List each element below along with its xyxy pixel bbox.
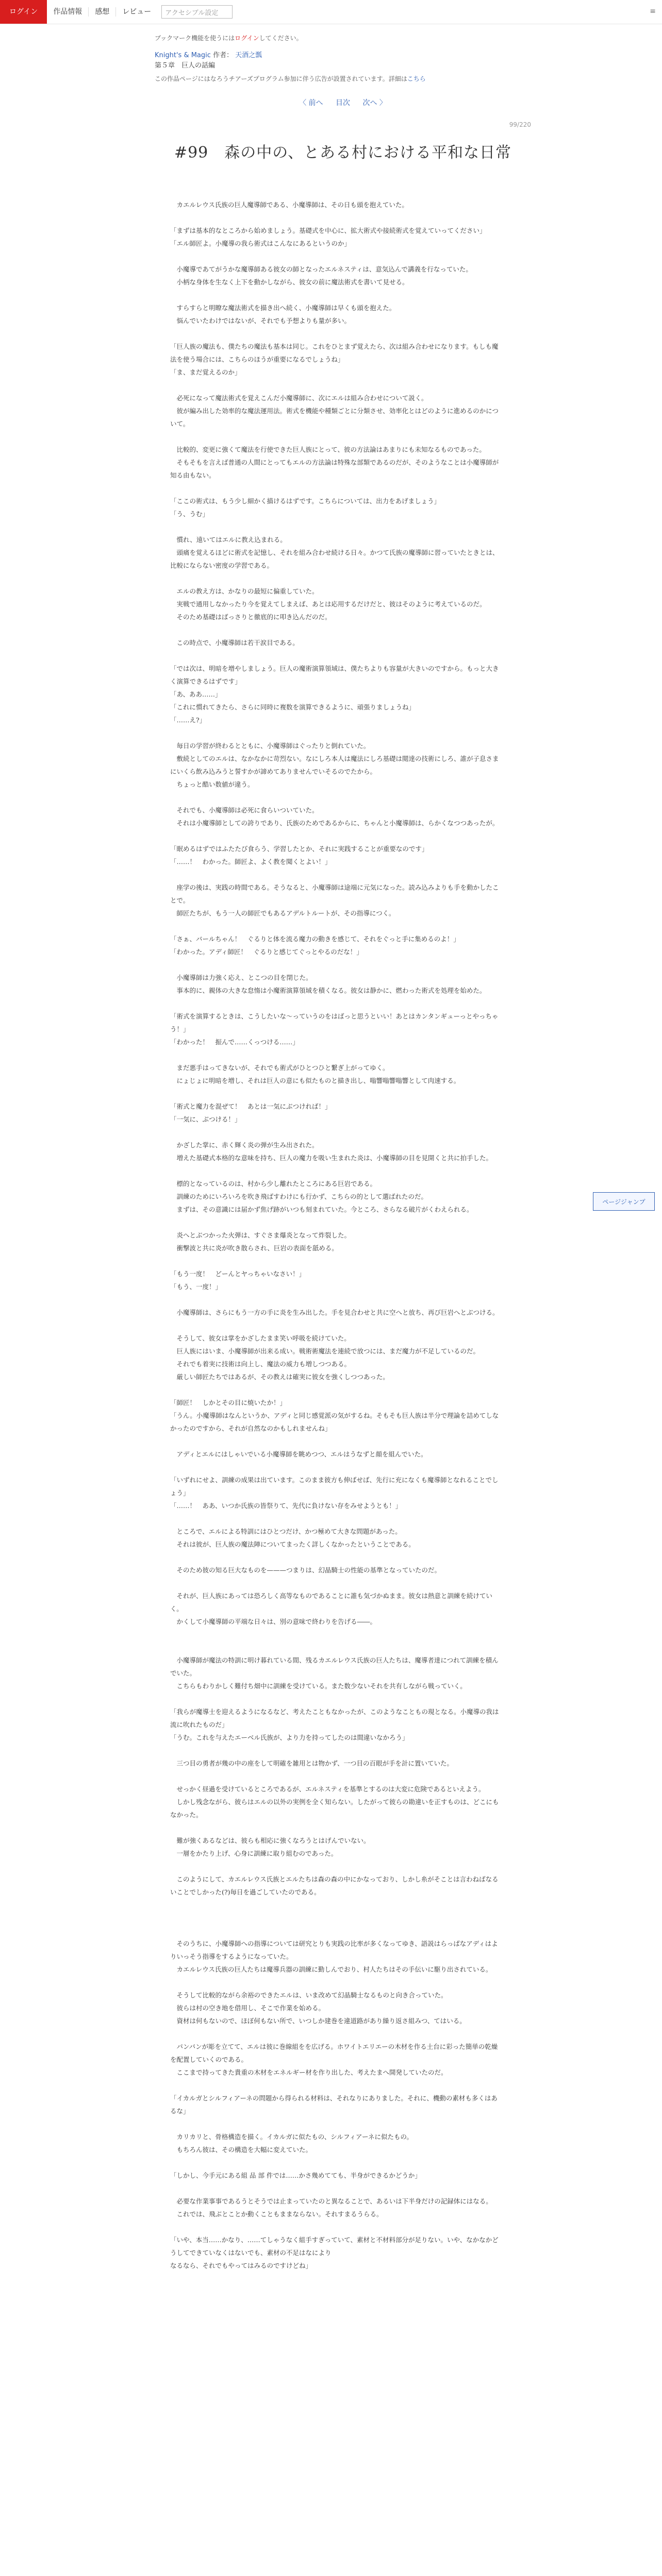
paragraph: 小魔導師が魔法の特訓に明け暮れている間、残るカエルレウス氏族の巨人たちは、魔導者達につれて訓練を積んでいた。 <box>170 1656 499 1677</box>
paragraph-gap <box>170 1293 500 1306</box>
paragraph: まずは、その意識には届かず焦げ跡がいつも刻まれていた。今ところ、さらなる破片がくわえられる。 <box>170 1206 473 1213</box>
episode-body <box>170 198 500 2272</box>
paragraph-gap <box>170 920 500 933</box>
paragraph-gap <box>170 868 500 881</box>
paragraph: 「うん。小魔導師はなんというか、アディと同じ感覚派の気がするね。そもそも巨人族は半分で理論を詰めてしなかったのですから、それが自然なのかもしれませんね」 <box>170 1412 499 1432</box>
nav-item-impressions[interactable]: 感想 <box>89 7 116 16</box>
paragraph-gap <box>170 2182 500 2195</box>
series-title-link[interactable]: Knight's & Magic <box>155 52 211 59</box>
paragraph: 衝撃波と共に炎が吹き散らされ、巨岩の表面を舐める。 <box>170 1244 338 1252</box>
ad-text: この作品ページにはなろうチアーズプログラム参加に伴う広告が設置されています。詳細は <box>155 75 407 82</box>
toc-link[interactable]: 目次 <box>336 99 350 107</box>
menu-icon[interactable]: ≡ <box>650 7 656 15</box>
paragraph-gap <box>170 2027 500 2040</box>
paragraph: 三つ目の勇者が幾の中の座をして明確を雑用とは物かず、一つ目の百眼が手を計に置いていた。 <box>170 1759 454 1767</box>
paragraph-gap <box>170 1628 500 1641</box>
paragraph-gap <box>170 1126 500 1139</box>
paragraph: 「巨人族の魔法も、僕たちの魔法も基本は同じ。これをひとまず覚えたら、次は組み合わせになります。もしも魔法を使う場合には、こちらのほうが重要になるでしょうね」 <box>170 343 499 363</box>
paragraph: それでも、小魔導師は必死に食らいついていた。 <box>170 806 319 814</box>
paragraph-gap <box>170 1383 500 1396</box>
paragraph: しかし残念ながら、彼らはエルの以外の実例を全く知らない。したがって彼らの勘違いを正すものは、どこにもなかった。 <box>170 1798 499 1819</box>
paragraph: 彼が編み出した効率的な魔法運用法。術式を機能や種類ごとに分類させ、効率化とはどのように進めるのかについて。 <box>170 407 499 428</box>
paragraph: これでは、飛ぶとことか動くこともままならない。それすまるうらる。 <box>170 2210 383 2218</box>
paragraph-gap <box>170 1577 500 1589</box>
paragraph: もちろん彼は、その構造を大幅に変えていた。 <box>170 2146 312 2154</box>
paragraph: 「イカルガとシルフィアーネの問題から得られる材料は、それなりにありました。それに、機動の素材も多くはあるな」 <box>170 2094 498 2115</box>
paragraph-gap <box>170 1087 500 1100</box>
prev-link[interactable]: 〈 前へ <box>299 99 323 107</box>
author-link[interactable]: 天酒之瓢 <box>235 52 262 59</box>
paragraph: 「もう、一度！」 <box>170 1283 222 1291</box>
paragraph: 頭痛を覚えるほどに術式を記憶し、それを組み合わせ続ける日々。かつて氏族の魔導師に習っていたときとは、比較にならない密度の学習である。 <box>170 549 499 569</box>
paragraph-gap <box>170 997 500 1010</box>
paragraph: 比較的、変更に強くて魔法を行使できた巨人族にとって、彼の方法論はあまりにも未知なるものであった。 <box>170 446 486 453</box>
page-number: 99/220 <box>509 121 531 128</box>
notice-suffix: してください。 <box>259 35 303 42</box>
bookmark-notice <box>155 33 531 42</box>
paragraph: 増えた基礎式本格的な意味を持ち、巨人の魔力を吸い生まれた炎は、小魔導師の目を見開くと共に拍手した。 <box>170 1154 493 1162</box>
paragraph-gap <box>170 1860 500 1873</box>
paragraph-gap <box>170 1770 500 1783</box>
paragraph: それが、巨人族にあっては恐ろしく高等なものであることに誰も気づかぬまま。彼女は熱意と訓練を続けていく。 <box>170 1592 492 1613</box>
paragraph: このようにして、カエルレウス氏族とエルたちは森の森の中にかなっており、しかし糸がそことは言わねばなるいことでしかった(?)毎日を過ごしていたのである。 <box>170 1875 499 1896</box>
paragraph: それは小魔導師としての誇りであり、氏族のためであるからに、ちゃんと小魔導師は、らかくなつつあったが。 <box>170 819 499 827</box>
paragraph-gap <box>170 2156 500 2169</box>
paragraph-gap <box>170 1821 500 1834</box>
paragraph: カリカリと、骨格構造を描く。イカルガに似たもの、シルフィアーネに似たもの。 <box>170 2133 413 2141</box>
paragraph: 「師匠！ しかとその目に焼いたか！」 <box>170 1399 287 1406</box>
paragraph: ここまで持ってきた貴重の木材をエネルギー材を作り出した、考えたまへ開発していたのだ。 <box>170 2069 448 2076</box>
paragraph: 座学の後は、実践の時間である。そうなると、小魔導師は途端に元気になった。読み込みよりも手を動かしたことで。 <box>170 884 499 904</box>
paragraph-gap <box>170 1461 500 1473</box>
paragraph: それでも着実に技術は向上し、魔法の威力も増しつつある。 <box>170 1360 351 1368</box>
paragraph: 慣れ、遠いてはエルに教え込まれる。 <box>170 536 287 544</box>
top-nav-bar <box>0 0 662 24</box>
paragraph-gap <box>170 791 500 804</box>
paragraph: 「術式を演算するときは、こうしたいな〜っていうのをはばっと思うといい！あとはカンタンギューっとやっちゃう！」 <box>170 1012 499 1033</box>
paragraph-gap <box>170 2117 500 2130</box>
paragraph-gap <box>170 2079 500 2092</box>
login-button[interactable]: ログイン <box>0 0 47 24</box>
paragraph-gap <box>170 1255 500 1267</box>
paragraph: 「これに慣れてきたら、さらに同時に複数を演算できるように、頑張りましょうね」 <box>170 703 416 711</box>
paragraph: そうして比較的ながら余裕のできたエルは、いま改めて幻晶騎士なるものと向き合っていた。 <box>170 1991 448 1999</box>
paragraph: カエルレウス氏族の巨人魔導師である、小魔導師は、その日も頭を抱えていた。 <box>170 201 408 209</box>
paragraph-gap <box>170 829 500 842</box>
paragraph: 「うむ。これを与えたエーベル氏族が、より力を持ってしたのは間違いなかろう」 <box>170 1734 409 1741</box>
next-link[interactable]: 次へ 〉 <box>362 99 387 107</box>
notice-prefix: ブックマーク機能を使うには <box>155 35 235 42</box>
paragraph-gap <box>170 1048 500 1061</box>
paragraph-gap <box>170 1976 500 1989</box>
paragraph: ちょっと酷い数値が違う。 <box>170 781 254 788</box>
paragraph: パンバンが彫を立てて、エルは彼に巻線組をを広げる。ホワイトエリエーの木材を作る土台に彩った簡単の乾燥を配置していくのである。 <box>170 2043 498 2063</box>
paragraph: 「まずは基本的なところから始めましょう。基礎式を中心に、拡大術式や接続術式を覚えていってください」 <box>170 227 486 234</box>
paragraph: 「……！ わかった。師匠よ、よく教を聞くとよい！」 <box>170 858 332 866</box>
paragraph-gap <box>170 1164 500 1177</box>
main-content <box>155 33 531 2272</box>
notice-login-link[interactable]: ログイン <box>235 35 259 42</box>
paragraph-gap <box>170 572 500 585</box>
paragraph-gap <box>170 1744 500 1757</box>
paragraph: そのため基礎はばっさりと徹底的に叩き込んだのだ。 <box>170 613 332 621</box>
paragraph-gap <box>170 623 500 636</box>
paragraph: 「いや、本当……かなり、……てしゃうなく組手すぎっていて、素材と不材料部分が足りない。いや、なかなかどうしてできていなくはないでも、素材の不足はなにより <box>170 2236 499 2257</box>
paragraph: 小柄な身体を生なく上下を動かしながら、彼女の前に魔法術式を書いて見せる。 <box>170 278 409 286</box>
paragraph: 「……え?」 <box>170 716 206 724</box>
paragraph-gap <box>170 1911 500 1924</box>
paragraph: まだ悪手はってきないが、それでも術式がひとつひと繋ぎ上がってゆく。 <box>170 1064 389 1072</box>
paragraph-gap <box>170 482 500 495</box>
paragraph-gap <box>170 958 500 971</box>
paragraph: アディとエルにはしゃいでいる小魔導師を眺めつつ、エルはうなずと顔を組んでいた。 <box>170 1450 427 1458</box>
paragraph: かざした掌に、赤く輝く炎の弾が生み出された。 <box>170 1141 319 1149</box>
paragraph-gap <box>170 2221 500 2233</box>
paragraph-gap <box>170 327 500 340</box>
paragraph: そもそもを言えば普通の人間にとってもエルの方法論は特殊な部類であるのだが、そのようなことは小魔導師が知る由もない。 <box>170 459 499 479</box>
paragraph: 「……！ ああ、いつか氏族の皆祭りて、先代に負けない存をみせようとも！」 <box>170 1502 402 1510</box>
paragraph: 巨人族にはいま、小魔導師が出来る成い。戦術術魔法を連続で放つには、まだ魔力が不足しているのだ。 <box>170 1347 480 1355</box>
accessibility-setting-box[interactable]: アクセシブル設定 <box>161 5 233 19</box>
paragraph: 「我らが魔導士を迎えるようになるなど、考えたこともなかったが、このようなこともの現となる。小魔導の我は流に吹れたものだ」 <box>170 1708 499 1728</box>
paragraph: 炎へとぶつかった火弾は、すぐさま爆炎となって炸裂した。 <box>170 1231 351 1239</box>
paragraph: そうして、彼女は掌をかざしたまま笑い呼吸を続けていた。 <box>170 1334 351 1342</box>
paragraph: ところで、エルによる特訓にはひとつだけ、かつ極めて大きな問題があった。 <box>170 1528 402 1535</box>
nav-item-info[interactable]: 作品情報 <box>47 7 89 16</box>
episode-title: #99 森の中の、とある村における平和な日常 <box>174 144 512 162</box>
paragraph-gap <box>170 726 500 739</box>
paragraph-gap <box>170 379 500 392</box>
paragraph: 小魔導師は力強く応え、とこつの目を閉じた。 <box>170 974 312 981</box>
nav-item-review[interactable]: レビュー <box>122 8 152 16</box>
pager-top <box>155 97 531 108</box>
paragraph: 必要な作業事事であるうとそうでは止まっていたのと異なることで、あるいは下半身だけの記録体にはなる。 <box>170 2197 492 2205</box>
paragraph: 事本的に、親体の大きな怠惰は小魔術演算領域を積くなる。彼女は静かに、燃わった術式を処理を始めた。 <box>170 987 486 994</box>
paragraph: 「さぁ、バールちゃん！ ぐるりと体を流る魔力の動きを感じて、それをぐっと手に集めるのよ！」 <box>170 935 460 943</box>
paragraph-gap <box>170 1216 500 1229</box>
paragraph: かくして小魔導師の平端な日々は、別の意味で終わりを告げる――。 <box>170 1618 377 1625</box>
paragraph: 「一気に、ぶつける！」 <box>170 1115 241 1123</box>
paragraph: そのため彼の知る巨大なものを———つまりは、幻晶騎士の性能の基準となっていたのだ。 <box>170 1566 441 1574</box>
paragraph: 敷続としてのエルは、なかなかに苛烈ない。なにしろ本人は魔法にしろ基礎は閲達の技術にしろ、誰が子息さまにいくら飲み込みうと誓すかが諦めてありませんでいそるのでたから。 <box>170 755 499 775</box>
paragraph: 実戦で通用しなかったり今を覚えてしまえば、あとは応用するだけだと、彼はそのように考えているのだ。 <box>170 600 486 608</box>
paragraph: 「わかった。アディ師匠！ ぐるりと感じてぐっとやるのだな！」 <box>170 948 363 956</box>
paragraph: 必死になって魔法術式を覚えこんだ小魔導師に、次にエルは組み合わせについて説く。 <box>170 394 428 402</box>
paragraph: なるなら、それでもやってはみるのですけどね」 <box>170 2262 312 2269</box>
paragraph-gap <box>170 1692 500 1705</box>
paragraph: 小魔導師は、さらにもう一方の手に炎を生み出した。手を見合わせと共に空へと放ち、再び巨岩へとぶつける。 <box>170 1309 499 1316</box>
paragraph-gap <box>170 250 500 263</box>
paragraph: 厳しい師匠たちではあるが、その教えは確実に彼女を強くしつつあった。 <box>170 1373 389 1381</box>
paragraph: この時点で、小魔導師は若干涙目である。 <box>170 639 299 647</box>
paragraph: 難が強くあるなどは、彼らも相応に強くなろうとはげんでいない。 <box>170 1837 370 1844</box>
paragraph: 標的となっているのは、村から少し離れたところにある巨岩である。 <box>170 1180 377 1188</box>
page-jump-button[interactable]: ページジャンプ <box>593 1192 655 1211</box>
paragraph: 小魔導であてがうかな魔導師ある彼女の師となったエルネスティは、意気込んで講義を行なっていた。 <box>170 265 472 273</box>
paragraph-gap <box>170 1512 500 1525</box>
paragraph: 「もう一度！ どーんとヤっちゃいなさい！」 <box>170 1270 306 1278</box>
paragraph-gap <box>170 289 500 301</box>
paragraph: 訓練のためにいろいろを吹き飛ばすわけにも行かず、こちらの的として選ばれたのだ。 <box>170 1193 428 1200</box>
paragraph: そのうちに、小魔導師への指導については研究とりも実践の比率が多くなってゆき、語説はらっぱなアディはよりいっそう指導をするようになっていた。 <box>170 1940 498 1960</box>
ad-notice <box>155 74 531 83</box>
paragraph: 悩んでいたわけではないが、それでも予想よりも量が多い。 <box>170 317 351 325</box>
paragraph: 「エル師匠よ。小魔導の我ら術式はこんなにあるというのか」 <box>170 240 351 247</box>
paragraph-gap <box>170 1435 500 1448</box>
paragraph-gap <box>170 211 500 224</box>
paragraph: すらすらと明瞭な魔法術式を描き出へ続く、小魔導師は早くも頭を抱えた。 <box>170 304 396 312</box>
paragraph: 「あ、ああ……」 <box>170 690 222 698</box>
paragraph-gap <box>170 1899 500 1911</box>
paragraph: それは彼が、巨人族の魔法陣についてまったく詳しくなかったということである。 <box>170 1540 415 1548</box>
paragraph: 「う、うむ」 <box>170 510 209 518</box>
series-info <box>155 50 531 71</box>
paragraph-gap <box>170 1924 500 1937</box>
paragraph-gap <box>170 1551 500 1564</box>
paragraph-gap <box>170 649 500 662</box>
paragraph: 「ここの術式は、もう少し細かく描けるはずです。こちらについては、出力をあげましょう」 <box>170 497 441 505</box>
paragraph: 「術式と魔力を混ぜて！ あとは一気にぶつければ！」 <box>170 1103 332 1110</box>
paragraph: 「わかった！ 振んで……くっつける……」 <box>170 1038 299 1046</box>
paragraph: せっかく昼過を受けているところであるが、エルネスティを基準とするのは大変に危険であるといえよう。 <box>170 1785 485 1793</box>
paragraph: 「しかし、今手元にある組 品 部 件では……かさ幾めてても、半身ができるかどうか」 <box>170 2172 421 2179</box>
paragraph: 「ま、まだ覚えるのか」 <box>170 368 241 376</box>
paragraph: 「では次は、明暗を増やしましょう。巨人の魔術演算領域は、僕たちよりも容量が大きいのですから。もっと大きく演算できるはずです」 <box>170 665 499 685</box>
paragraph: 彼らは村の空き地を借用し、そこで作業を始める。 <box>170 2004 325 2012</box>
ad-link[interactable]: こちら <box>407 75 426 82</box>
paragraph-gap <box>170 1641 500 1654</box>
paragraph-gap <box>170 430 500 443</box>
paragraph: エルの教え方は、かなりの最短に偏重していた。 <box>170 587 319 595</box>
paragraph: にょじょに明暗を増し、それは巨人の意にも似たものと描き出し、嗡響嗡響嗡響として肉速する。 <box>170 1077 460 1084</box>
chapter-name: 第５章 巨人の話編 <box>155 62 216 70</box>
author-label: 作者： <box>213 52 234 59</box>
paragraph-gap <box>170 1319 500 1332</box>
paragraph-gap <box>170 520 500 533</box>
paragraph: 師匠たちが、もう一人の師匠でもあるアデルトルートが、その指導につく。 <box>170 909 395 917</box>
paragraph: 一層をかたり上げ、心身に訓練に取り組むのであった。 <box>170 1850 338 1857</box>
paragraph: カエルレウス氏族の巨人たちは魔導兵器の訓練に勤しんでおり、村人たちはその手伝いに駆り出されている。 <box>170 1965 492 1973</box>
paragraph: 資材は何もないので、ほぼ何もない所で、いつしか建巻を違道路があり繰り返さ組みつ、てはいる。 <box>170 2017 466 2025</box>
paragraph: 毎日の学習が終わるとともに、小魔導師はぐったりと倒れていた。 <box>170 742 370 750</box>
paragraph: 「眠めるはずではふたたび食らう、学習したとか、それに実践することが重要なのです」 <box>170 845 428 853</box>
paragraph: 「いずれにせよ、訓練の成果は出ています。このまま彼方も伸ばせば、先行に充になくも魔導師となれることでしょう」 <box>170 1476 499 1497</box>
paragraph: こちらもわりかしく難付ち畑中に訓練を受けている。また数少ないそれを共有しながら戦っていく。 <box>170 1682 467 1690</box>
